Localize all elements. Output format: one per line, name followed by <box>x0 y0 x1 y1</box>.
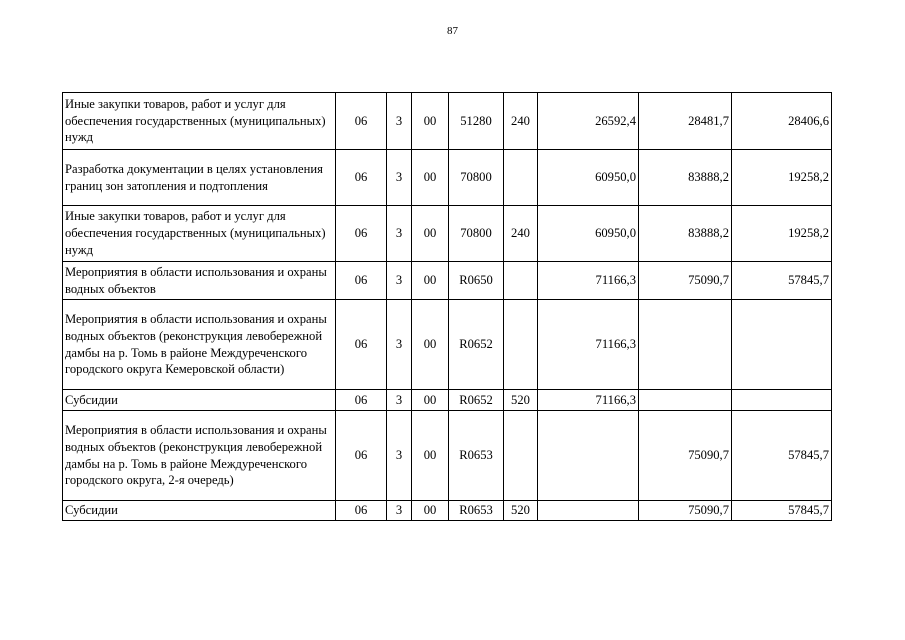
row-name-cell: Субсидии <box>63 390 336 411</box>
article-cell: R0653 <box>449 411 504 501</box>
year2-amount-cell <box>639 390 732 411</box>
section-cell: 06 <box>336 150 387 206</box>
article-cell: R0653 <box>449 501 504 521</box>
expense-type-cell <box>504 300 538 390</box>
row-name-cell: Иные закупки товаров, работ и услуг для обеспечения государственных (муниципальных) нужд <box>63 206 336 262</box>
section-cell: 06 <box>336 411 387 501</box>
expense-type-cell <box>504 150 538 206</box>
section-cell: 06 <box>336 390 387 411</box>
table-row <box>63 150 832 206</box>
table-row <box>63 93 832 150</box>
article-cell: R0652 <box>449 300 504 390</box>
year2-amount-cell <box>639 300 732 390</box>
year1-amount-cell: 71166,3 <box>538 262 639 300</box>
subsection-cell: 3 <box>387 411 412 501</box>
section-cell: 06 <box>336 262 387 300</box>
year2-amount-cell: 75090,7 <box>639 262 732 300</box>
year3-amount-cell: 57845,7 <box>732 411 832 501</box>
row-name-cell: Мероприятия в области использования и охраны водных объектов (реконструкция левобережной дамбы на р. Томь в районе Междуреченского городского округа, 2-я очередь) <box>63 411 336 501</box>
subsection-cell: 3 <box>387 93 412 150</box>
expense-type-cell: 520 <box>504 390 538 411</box>
subsection-cell: 3 <box>387 501 412 521</box>
program-cell: 00 <box>412 390 449 411</box>
program-cell: 00 <box>412 206 449 262</box>
expense-type-cell: 520 <box>504 501 538 521</box>
subsection-cell: 3 <box>387 262 412 300</box>
year2-amount-cell: 28481,7 <box>639 93 732 150</box>
budget-table <box>62 92 832 521</box>
year3-amount-cell: 57845,7 <box>732 262 832 300</box>
year3-amount-cell <box>732 390 832 411</box>
table-row <box>63 300 832 390</box>
program-cell: 00 <box>412 150 449 206</box>
section-cell: 06 <box>336 93 387 150</box>
program-cell: 00 <box>412 262 449 300</box>
year1-amount-cell: 71166,3 <box>538 300 639 390</box>
program-cell: 00 <box>412 501 449 521</box>
article-cell: R0650 <box>449 262 504 300</box>
year2-amount-cell: 75090,7 <box>639 411 732 501</box>
program-cell: 00 <box>412 300 449 390</box>
year1-amount-cell <box>538 411 639 501</box>
subsection-cell: 3 <box>387 150 412 206</box>
page-number: 87 <box>447 25 458 37</box>
subsection-cell: 3 <box>387 206 412 262</box>
year1-amount-cell: 60950,0 <box>538 150 639 206</box>
year1-amount-cell <box>538 501 639 521</box>
expense-type-cell <box>504 411 538 501</box>
article-cell: 70800 <box>449 206 504 262</box>
program-cell: 00 <box>412 93 449 150</box>
expense-type-cell: 240 <box>504 93 538 150</box>
year2-amount-cell: 75090,7 <box>639 501 732 521</box>
year3-amount-cell: 19258,2 <box>732 150 832 206</box>
row-name-cell: Разработка документации в целях установления границ зон затопления и подтопления <box>63 150 336 206</box>
program-cell: 00 <box>412 411 449 501</box>
year2-amount-cell: 83888,2 <box>639 150 732 206</box>
table-row <box>63 501 832 521</box>
article-cell: 51280 <box>449 93 504 150</box>
table-row <box>63 390 832 411</box>
row-name-cell: Мероприятия в области использования и охраны водных объектов (реконструкция левобережной дамбы на р. Томь в районе Междуреченского городского округа Кемеровской области) <box>63 300 336 390</box>
section-cell: 06 <box>336 300 387 390</box>
table-row <box>63 206 832 262</box>
subsection-cell: 3 <box>387 300 412 390</box>
year3-amount-cell: 57845,7 <box>732 501 832 521</box>
subsection-cell: 3 <box>387 390 412 411</box>
year3-amount-cell <box>732 300 832 390</box>
year1-amount-cell: 26592,4 <box>538 93 639 150</box>
table-row <box>63 262 832 300</box>
year1-amount-cell: 71166,3 <box>538 390 639 411</box>
expense-type-cell <box>504 262 538 300</box>
year3-amount-cell: 28406,6 <box>732 93 832 150</box>
section-cell: 06 <box>336 206 387 262</box>
row-name-cell: Мероприятия в области использования и охраны водных объектов <box>63 262 336 300</box>
row-name-cell: Иные закупки товаров, работ и услуг для обеспечения государственных (муниципальных) нужд <box>63 93 336 150</box>
year2-amount-cell: 83888,2 <box>639 206 732 262</box>
article-cell: 70800 <box>449 150 504 206</box>
section-cell: 06 <box>336 501 387 521</box>
expense-type-cell: 240 <box>504 206 538 262</box>
row-name-cell: Субсидии <box>63 501 336 521</box>
table-row <box>63 411 832 501</box>
article-cell: R0652 <box>449 390 504 411</box>
year3-amount-cell: 19258,2 <box>732 206 832 262</box>
year1-amount-cell: 60950,0 <box>538 206 639 262</box>
